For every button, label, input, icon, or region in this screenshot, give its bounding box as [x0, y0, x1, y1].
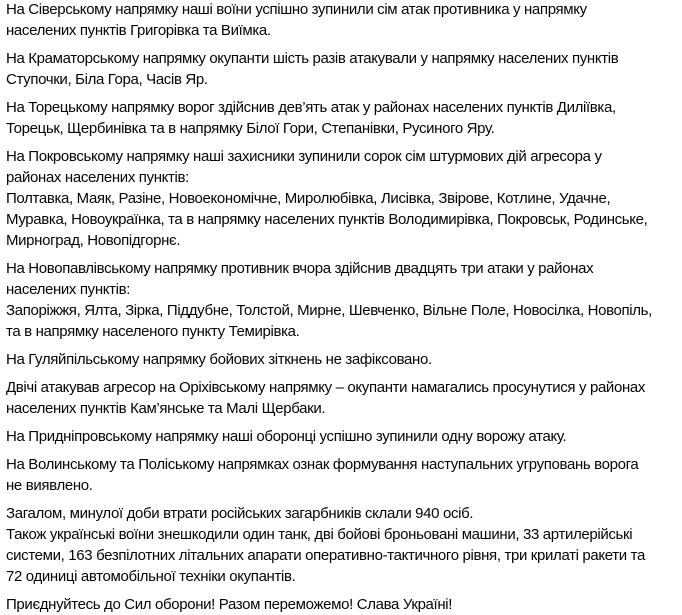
text-line: районах населених пунктів: — [6, 169, 189, 186]
text-line: На Гуляйпільському напрямку бойових зіткнень не зафіксовано. — [6, 351, 432, 368]
text-line: населених пунктів Кам’янське та Малі Щербаки. — [6, 400, 326, 417]
text-line: 72 одиниці автомобільної техніки окупантів. — [6, 568, 296, 585]
text-line: Мирноград, Новопідгорнє. — [6, 232, 181, 249]
paragraph-orikhiv — [6, 377, 682, 419]
paragraph-toretsk — [6, 97, 682, 139]
text-line: системи, 163 безпілотних літальних апарати оперативно-тактичного рівня, три крилаті ракети та — [6, 547, 646, 564]
paragraph-siversk — [6, 0, 682, 41]
text-line: Муравка, Новоукраїнка, та в напрямку населених пунктів Володимирівка, Покровськ, Родинське, — [6, 211, 648, 228]
paragraph-losses-summary — [6, 503, 682, 587]
text-line: На Покровському напрямку наші захисники зупинили сорок сім штурмових дій агресора у — [6, 148, 602, 165]
text-line: На Краматорському напрямку окупанти шість разів атакували у напрямку населених пунктів — [6, 50, 619, 67]
text-line: На Новопавлівському напрямку противник вчора здійснив двадцять три атаки у районах — [6, 260, 594, 277]
text-line: Загалом, минулої доби втрати російських загарбників склали 940 осіб. — [6, 505, 474, 522]
paragraph-huliaipole — [6, 349, 682, 370]
text-line: населених пунктів Григорівка та Виїмка. — [6, 22, 271, 39]
text-line: та в напрямку населеного пункту Темирівка. — [6, 323, 300, 340]
paragraph-volyn-polissia — [6, 454, 682, 496]
text-line: Ступочки, Біла Гора, Часів Яр. — [6, 71, 208, 88]
text-line: Запоріжжя, Ялта, Зірка, Піддубне, Толстой, Мирне, Шевченко, Вільне Поле, Новосілка, Новопіль, — [6, 302, 652, 319]
text-line: не виявлено. — [6, 477, 93, 494]
text-line: Торецьк, Щербинівка та в напрямку Білої Гори, Степанівки, Русиного Яру. — [6, 120, 495, 137]
paragraph-pokrovsk — [6, 146, 682, 251]
text-line: Також українські воїни знешкодили один танк, дві бойові броньовані машини, 33 артилерійські — [6, 526, 633, 543]
text-line: Двічі атакував агресор на Оріхівському напрямку – окупанти намагались просунутися у районах — [6, 379, 646, 396]
text-line: На Сіверському напрямку наші воїни успішно зупинили сім атак противника у напрямку — [6, 1, 587, 18]
paragraph-closing — [6, 594, 682, 615]
text-line: На Придніпровському напрямку наші оборонці успішно зупинили одну ворожу атаку. — [6, 428, 567, 445]
paragraph-novopavlivka — [6, 258, 682, 342]
text-line: На Волинському та Поліському напрямках ознак формування наступальних угруповань ворога — [6, 456, 639, 473]
text-line: Полтавка, Маяк, Разіне, Новоекономічне, Миролюбівка, Лисівка, Звірове, Котлине, Удачне, — [6, 190, 611, 207]
paragraph-prydniprovsk — [6, 426, 682, 447]
text-line: На Торецькому напрямку ворог здійснив дев’ять атак у районах населених пунктів Диліївка, — [6, 99, 616, 116]
text-line: населених пунктів: — [6, 281, 131, 298]
text-line: Приєднуйтесь до Сил оборони! Разом переможемо! Слава Україні! — [6, 596, 453, 613]
paragraph-kramatorsk — [6, 48, 682, 90]
